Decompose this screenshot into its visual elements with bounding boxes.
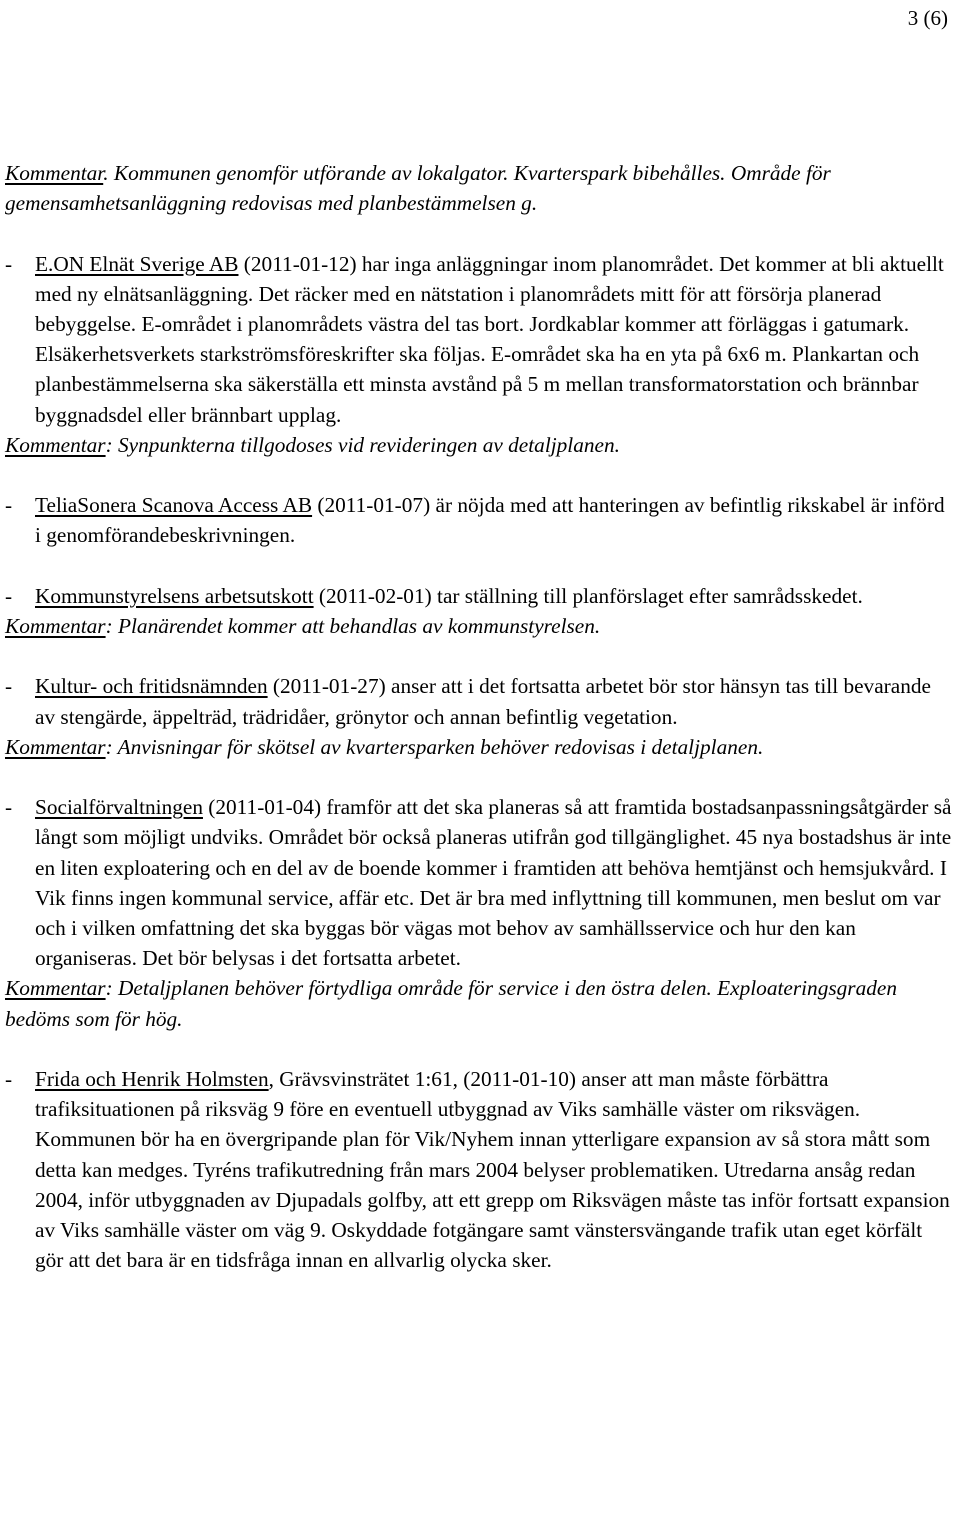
- item-comment: [5, 611, 955, 641]
- item-comment: [5, 973, 955, 1033]
- list-dash: -: [5, 1067, 13, 1091]
- sender-name: Frida och Henrik Holmsten: [35, 1067, 269, 1091]
- item-text: (2011-02-01) tar ställning till planförslaget efter samrådsskedet.: [313, 583, 863, 608]
- comment-label: Kommentar: [5, 432, 106, 457]
- spacer: [5, 641, 955, 671]
- sender-name: E.ON Elnät Sverige AB: [35, 251, 239, 276]
- comment-label: Kommentar: [5, 976, 106, 1001]
- list-dash: -: [5, 251, 13, 276]
- item-comment: [5, 732, 955, 762]
- remiss-item-eon: [5, 249, 955, 430]
- comment-label: Kommentar: [5, 614, 106, 638]
- remiss-item-kultur: [5, 671, 955, 731]
- comment-text: . Kommunen genomför utförande av lokalgator. Kvarterspark bibehålles. Område för gemensamhetsanläggning redovisas med planbestämmelsen g.: [5, 161, 831, 216]
- spacer: [5, 551, 955, 581]
- item-text: (2011-01-04) framför att det ska planeras så att framtida bostadsanpassningsåtgärder så långt som möjligt undviks. Området bör också planeras utifrån god tillgänglighet. 45 nya bostadshus är inte en liten exploatering och en del av de boende kommer i framtiden att behöva hemtjänst och hemsjukvård. I Vik finns ingen kommunal service, affär etc. Det är bra med inflyttning till kommunen, men beslut om var och i vilken omfattning det ska byggas bör vägas mot behov av samhällsservice och hur den kan organiseras. Det bör belysas i det fortsatta arbetet.: [35, 795, 952, 971]
- item-text: (2011-01-12) har inga anläggningar inom planområdet. Det kommer at bli aktuellt med ny elnätsanläggning. Det räcker med en nätstation i planområdets mitt för att försörja planerad bebyggelse. E-området i planområdets västra del tas bort. Jordkablar kommer att förläggas i gatumark. Elsäkerhetsverkets starkströmsföreskrifter ska följas. E-området ska ha en yta på 6x6 m. Plankartan och planbestämmelserna ska säkerställa ett minsta avstånd på 5 m mellan transformatorstation och brännbar byggnadsdel eller brännbart upplag.: [35, 251, 944, 427]
- comment-label: Kommentar: [5, 734, 106, 759]
- sender-name: Kommunstyrelsens arbetsutskott: [35, 583, 314, 608]
- spacer: [5, 1034, 955, 1064]
- page-number: 3 (6): [907, 6, 948, 30]
- comment-text: : Detaljplanen behöver förtydliga område för service i den östra delen. Exploateringsgraden bedöms som för hög.: [5, 976, 897, 1031]
- item-comment: [5, 430, 955, 460]
- intro-comment: [5, 158, 955, 218]
- document-body: [5, 158, 955, 1275]
- comment-text: : Anvisningar för skötsel av kvartersparken behöver redovisas i detaljplanen.: [105, 734, 764, 759]
- sender-name: TeliaSonera Scanova Access AB: [35, 493, 313, 518]
- sender-name: Socialförvaltningen: [35, 795, 203, 820]
- comment-text: : Synpunkterna tillgodoses vid revideringen av detaljplanen.: [105, 432, 620, 457]
- list-dash: -: [5, 493, 13, 518]
- item-text: (2011-01-07) är nöjda med att hanteringen av befintlig rikskabel är införd i genomförandebeskrivningen.: [35, 493, 945, 548]
- item-text: (2011-01-27) anser att i det fortsatta arbetet bör stor hänsyn tas till bevarande av stengärde, äppelträd, trädridåer, grönytor och annan befintlig vegetation.: [35, 674, 931, 729]
- list-dash: -: [5, 583, 13, 608]
- spacer: [5, 762, 955, 792]
- comment-label: Kommentar: [5, 161, 104, 185]
- sender-name: Kultur- och fritidsnämnden: [35, 674, 268, 699]
- remiss-item-social: [5, 792, 955, 973]
- item-text: , Grävsvinsträtet 1:61, (2011-01-10) anser att man måste förbättra trafiksituationen på riksväg 9 före en eventuell utbyggnad av Viks samhälle väster om riksvägen. Kommunen bör ha en övergripande plan för Vik/Nyhem innan ytterligare expansion av så stora mått som detta kan medges. Tyréns trafikutredning från mars 2004 belyser problematiken. Utredarna ansåg redan 2004, inför utbyggnaden av Djupadals golfby, att ett grepp om Riksvägen måste tas inför fortsatt expansion av Viks samhälle väster om väg 9. Oskyddade fotgängare samt vänstersvängande trafik utan eget körfält gör att det bara är en tidsfråga innan en allvarlig olycka sker.: [35, 1067, 950, 1273]
- remiss-item-kommunstyrelsen: [5, 581, 955, 611]
- spacer: [5, 218, 955, 248]
- list-dash: -: [5, 674, 13, 699]
- remiss-item-holmsten: [5, 1064, 955, 1275]
- list-dash: -: [5, 795, 13, 820]
- remiss-item-teliasonera: [5, 490, 955, 550]
- spacer: [5, 460, 955, 490]
- comment-text: : Planärendet kommer att behandlas av kommunstyrelsen.: [105, 614, 601, 638]
